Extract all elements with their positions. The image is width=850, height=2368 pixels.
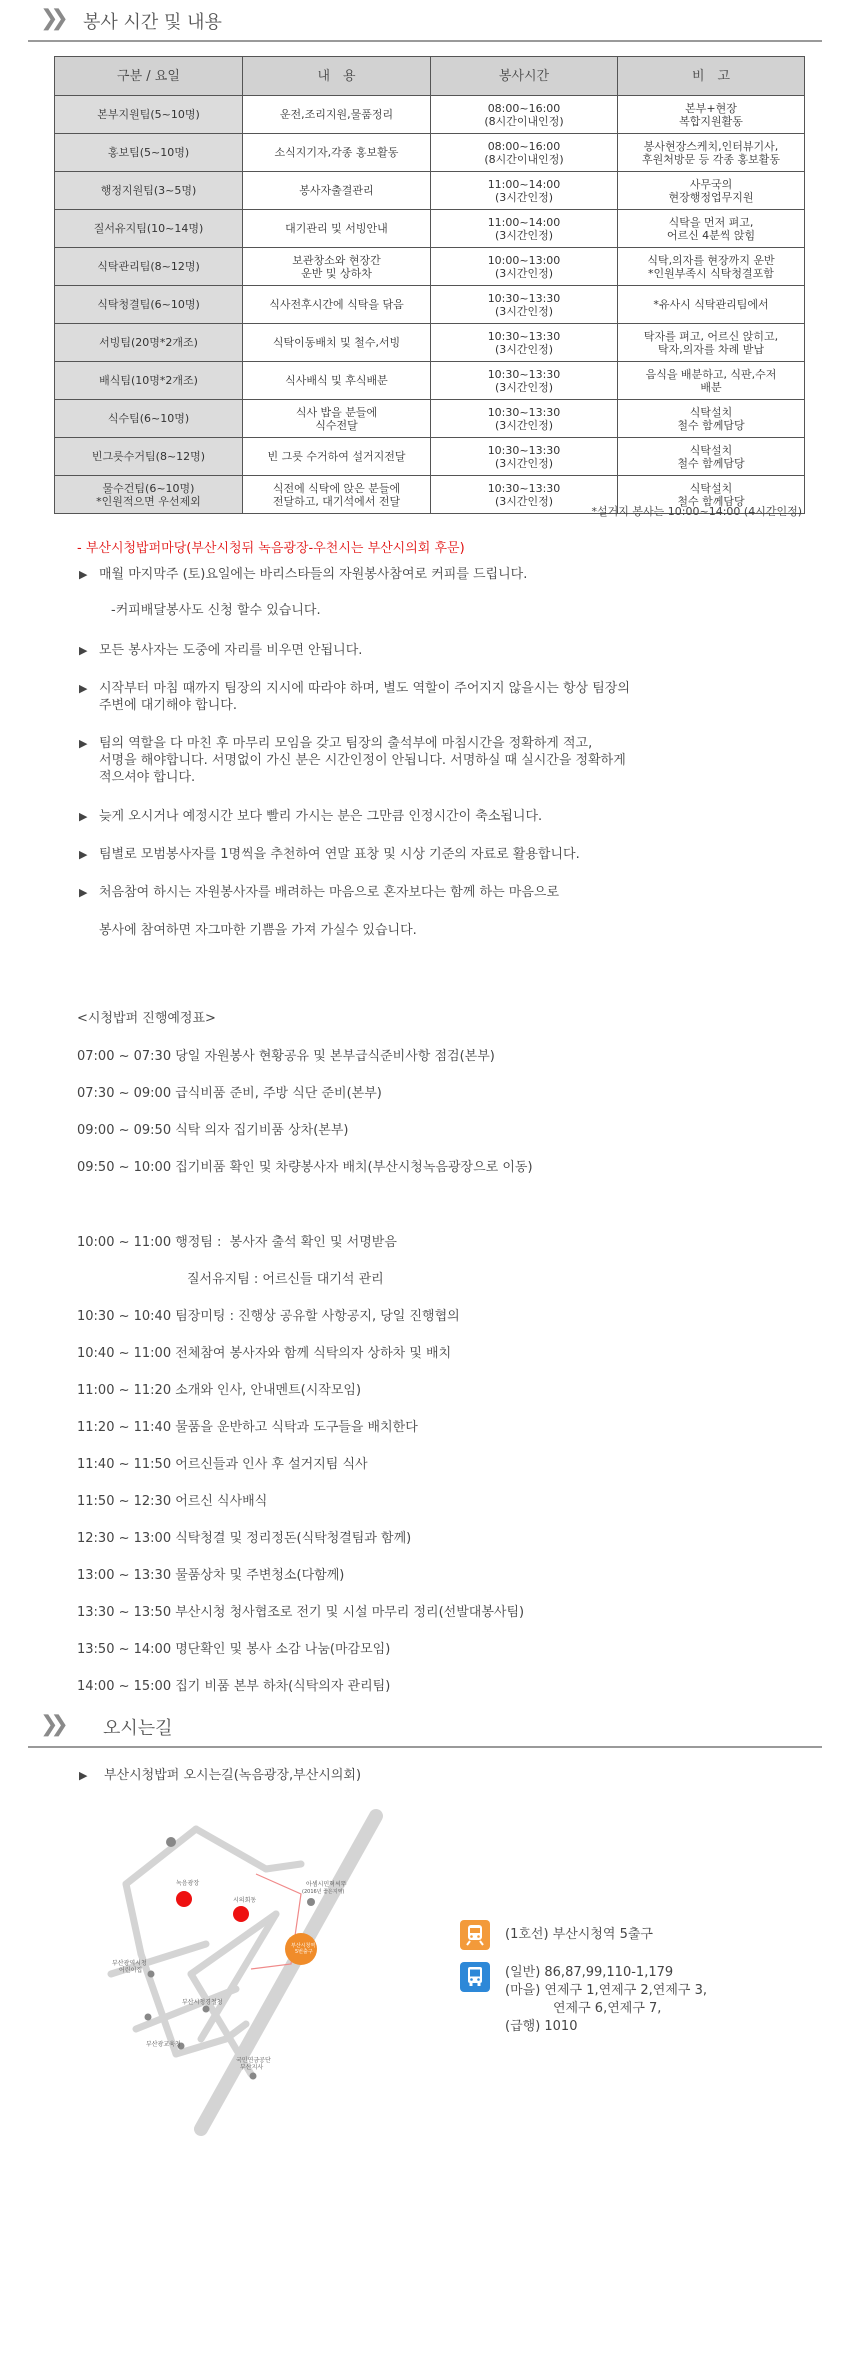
table-cell: 식탁청결팀(6~10명): [55, 286, 243, 324]
table-cell: 11:00~14:00 (3시간인정): [431, 172, 618, 210]
location-map: [112, 1814, 436, 2134]
rule-item: ▶ 처음참여 하시는 자원봉사자를 배려하는 마음으로 혼자보다는 함께 하는 마음으로: [79, 885, 560, 900]
bus-line: 연제구 6,연제구 7,: [553, 2001, 662, 2016]
rule-item: ▶ 모든 봉사자는 도중에 자리를 비우면 안됩니다.: [79, 643, 363, 658]
table-cell: 빈그릇수거팀(8~12명): [55, 438, 243, 476]
map-label: 부산광교육청: [146, 2041, 181, 2048]
table-cell: 식사배식 및 후식배분: [243, 362, 431, 400]
table-cell: 10:30~13:30 (3시간인정): [431, 362, 618, 400]
dishwashing-footnote: *설거지 봉사는 10:00~14:00 (4시간인정): [591, 505, 802, 518]
table-cell: 10:00~13:00 (3시간인정): [431, 248, 618, 286]
table-cell: 배식팀(10명*2개조): [55, 362, 243, 400]
table-row: [55, 96, 805, 134]
triangle-bullet-icon: ▶: [79, 737, 88, 750]
table-cell: 서빙팀(20명*2개조): [55, 324, 243, 362]
double-chevron-icon: ❯❯: [40, 6, 61, 31]
map-label: 아셈시민혁씨뚜 (2016년 좋은지역): [302, 1881, 347, 1895]
table-cell: 식전에 식탁에 앉은 분들에 전달하고, 대기석에서 전달: [243, 476, 431, 514]
table-cell: 11:00~14:00 (3시간인정): [431, 210, 618, 248]
triangle-bullet-icon: ▶: [79, 1769, 88, 1782]
map-label: 부산광역시청 어린이집: [112, 1960, 147, 1974]
timeline-item: 09:00 ~ 09:50 식탁 의자 집기비품 상차(본부): [77, 1123, 349, 1138]
directions-heading: ▶ 부산시청밥퍼 오시는길(녹음광장,부산시의회): [79, 1768, 362, 1783]
bus-info: [505, 1964, 707, 2036]
triangle-bullet-icon: ▶: [79, 810, 88, 823]
section-title: 오시는길: [103, 1718, 173, 1739]
table-row: [55, 134, 805, 172]
timeline-item: 10:30 ~ 10:40 팀장미팅 : 진행상 공유할 사항공지, 당일 진행협의: [77, 1309, 460, 1324]
table-cell: 본부지원팀(5~10명): [55, 96, 243, 134]
rule-item: ▶ 늦게 오시거나 예정시간 보다 빨리 가시는 분은 그만큼 인정시간이 축소됩니다.: [79, 809, 543, 824]
table-cell: 홍보팀(5~10명): [55, 134, 243, 172]
table-row: [55, 400, 805, 438]
rule-item: ▶ 팀별로 모범봉사자를 1명씩을 추천하여 연말 표창 및 시상 기준의 자료로 활용합니다.: [79, 847, 580, 862]
timeline-item: 12:30 ~ 13:00 식탁청결 및 정리정돈(식탁청결팀과 함께): [77, 1531, 412, 1546]
timeline-item: 11:50 ~ 12:30 어르신 식사배식: [77, 1494, 268, 1509]
timeline-item: 07:30 ~ 09:00 급식비품 준비, 주방 식단 준비(본부): [77, 1086, 382, 1101]
timeline-item: 11:20 ~ 11:40 물품을 운반하고 식탁과 도구들을 배치한다: [77, 1420, 418, 1435]
map-label: 녹음광장: [176, 1880, 200, 1887]
table-cell: 물수건팀(6~10명) *인원적으면 우선제외: [55, 476, 243, 514]
rule-item: ▶ 시작부터 마침 때까지 팀장의 지시에 따라야 하며, 별도 역할이 주어지지 않을시는 항상 팀장의 주변에 대기해야 합니다.: [79, 681, 630, 713]
table-cell: 식탁을 먼저 펴고, 어르신 4분씩 앉힘: [618, 210, 805, 248]
section-title: 봉사 시간 및 내용: [83, 12, 222, 33]
timeline-item: 10:40 ~ 11:00 전체참여 봉사자와 함께 식탁의자 상하차 및 배치: [77, 1346, 452, 1361]
triangle-bullet-icon: ▶: [79, 568, 88, 581]
timeline-item: 07:00 ~ 07:30 당일 자원봉사 현황공유 및 본부급식준비사항 점검(본부): [77, 1049, 495, 1064]
table-cell: *유사시 식탁관리팀에서: [618, 286, 805, 324]
double-chevron-icon: ❯❯: [40, 1712, 61, 1737]
table-cell: 행정지원팀(3~5명): [55, 172, 243, 210]
timeline-item: 13:50 ~ 14:00 명단확인 및 봉사 소감 나눔(마감모임): [77, 1642, 391, 1657]
rule-item: -커피배달봉사도 신청 할수 있습니다.: [111, 603, 321, 618]
triangle-bullet-icon: ▶: [79, 644, 88, 657]
table-cell: 08:00~16:00 (8시간이내인정): [431, 134, 618, 172]
bus-icon: [460, 1962, 490, 1992]
column-header: 내 용: [243, 57, 431, 96]
rule-item: 봉사에 참여하면 자그마한 기쁨을 가져 가실수 있습니다.: [99, 923, 417, 938]
rule-item: ▶ 매월 마지막주 (토)요일에는 바리스타들의 자원봉사참여로 커피를 드립니다.: [79, 567, 528, 582]
table-cell: 10:30~13:30 (3시간인정): [431, 286, 618, 324]
timeline-item: 09:50 ~ 10:00 집기비품 확인 및 차량봉사자 배치(부산시청녹음광장으로 이동): [77, 1160, 533, 1175]
table-row: [55, 286, 805, 324]
table-cell: 보관창소와 현장간 운반 및 상하차: [243, 248, 431, 286]
table-cell: 식탁이동배치 및 철수,서빙: [243, 324, 431, 362]
table-header-row: [55, 57, 805, 96]
timeline-item: 13:30 ~ 13:50 부산시청 청사협조로 전기 및 시설 마무리 정리(선발대봉사팀): [77, 1605, 525, 1620]
bus-line: (일반) 86,87,99,110-1,179: [505, 1965, 674, 1980]
table-cell: 식탁설치 철수 함께담당: [618, 438, 805, 476]
location-notice: - 부산시청밥퍼마당(부산시청뒤 녹음광장-우천시는 부산시의회 후문): [77, 541, 465, 556]
timeline-item: 10:00 ~ 11:00 행정팀 : 봉사자 출석 확인 및 서명받음: [77, 1235, 397, 1250]
bus-line: (급행) 1010: [505, 2019, 578, 2034]
table-cell: 식수팀(6~10명): [55, 400, 243, 438]
table-row: [55, 438, 805, 476]
map-label: 국민연금공단 부산지사: [236, 2057, 271, 2071]
table-cell: 식탁설치 철수 함께담당: [618, 400, 805, 438]
timeline-item: 13:00 ~ 13:30 물품상차 및 주변청소(다함께): [77, 1568, 345, 1583]
subway-info: (1호선) 부산시청역 5출구: [505, 1927, 653, 1942]
triangle-bullet-icon: ▶: [79, 848, 88, 861]
table-cell: 식탁관리팀(8~12명): [55, 248, 243, 286]
table-cell: 탁자를 펴고, 어르신 앉히고, 탁자,의자를 차례 받납: [618, 324, 805, 362]
table-cell: 봉사현장스케치,인터뷰기사, 후원처방문 등 각종 홍보활동: [618, 134, 805, 172]
table-row: [55, 172, 805, 210]
section-header-schedule: [28, 0, 822, 42]
table-cell: 10:30~13:30 (3시간인정): [431, 400, 618, 438]
column-header: 구분 / 요일: [55, 57, 243, 96]
bus-line: (마을) 연제구 1,연제구 2,연제구 3,: [505, 1983, 708, 1998]
table-cell: 식사 밥을 분들에 식수전달: [243, 400, 431, 438]
timeline-item: 질서유지팀 : 어르신들 대기석 관리: [187, 1272, 384, 1287]
timeline-item: 14:00 ~ 15:00 집기 비품 본부 하차(식탁의자 관리팀): [77, 1679, 391, 1694]
volunteer-schedule-table: [54, 56, 805, 514]
map-label: 시의회동: [233, 1897, 257, 1904]
table-cell: 10:30~13:30 (3시간인정): [431, 476, 618, 514]
table-cell: 사무국의 현장행정업무지원: [618, 172, 805, 210]
map-label: 부산시청경철청: [182, 1999, 223, 2006]
section-header-directions: [28, 1706, 822, 1748]
timeline-item: 11:00 ~ 11:20 소개와 인사, 안내멘트(시작모임): [77, 1383, 362, 1398]
table-cell: 음식을 배분하고, 식판,수저 배분: [618, 362, 805, 400]
table-row: [55, 362, 805, 400]
table-cell: 본부+현장 복합지원활동: [618, 96, 805, 134]
triangle-bullet-icon: ▶: [79, 682, 88, 695]
timeline-item: 11:40 ~ 11:50 어르신들과 인사 후 설거지팀 식사: [77, 1457, 368, 1472]
column-header: 봉사시간: [431, 57, 618, 96]
map-label: 부산시청역 5번출구: [291, 1943, 316, 1955]
table-cell: 식탁설치 철수 함께담당: [618, 476, 805, 514]
triangle-bullet-icon: ▶: [79, 886, 88, 899]
table-row: [55, 324, 805, 362]
subway-icon: [460, 1920, 490, 1950]
table-cell: 식탁,의자를 현장까지 운반 *인원부족시 식탁청결포함: [618, 248, 805, 286]
table-cell: 봉사자출결관리: [243, 172, 431, 210]
table-row: [55, 248, 805, 286]
rule-item: ▶ 팀의 역할을 다 마친 후 마무리 모임을 갖고 팀장의 출석부에 마침시간을 정확하게 적고, 서명을 해야합니다. 서명없이 가신 분은 시간인정이 안됩니다. 서명하실 때 실시간을 정확하게 적으셔야 합니다.: [79, 736, 626, 785]
table-cell: 빈 그릇 수거하여 설거지전달: [243, 438, 431, 476]
table-cell: 식사전후시간에 식탁을 닦음: [243, 286, 431, 324]
table-cell: 10:30~13:30 (3시간인정): [431, 324, 618, 362]
table-cell: 08:00~16:00 (8시간이내인정): [431, 96, 618, 134]
column-header: 비 고: [618, 57, 805, 96]
table-cell: 대기관리 및 서빙안내: [243, 210, 431, 248]
table-cell: 운전,조리지원,물품정리: [243, 96, 431, 134]
table-cell: 10:30~13:30 (3시간인정): [431, 438, 618, 476]
table-cell: 질서유지팀(10~14명): [55, 210, 243, 248]
table-row: [55, 210, 805, 248]
timeline-title: <시청밥퍼 진행예정표>: [77, 1011, 216, 1026]
table-cell: 소식지기자,각종 홍보활동: [243, 134, 431, 172]
